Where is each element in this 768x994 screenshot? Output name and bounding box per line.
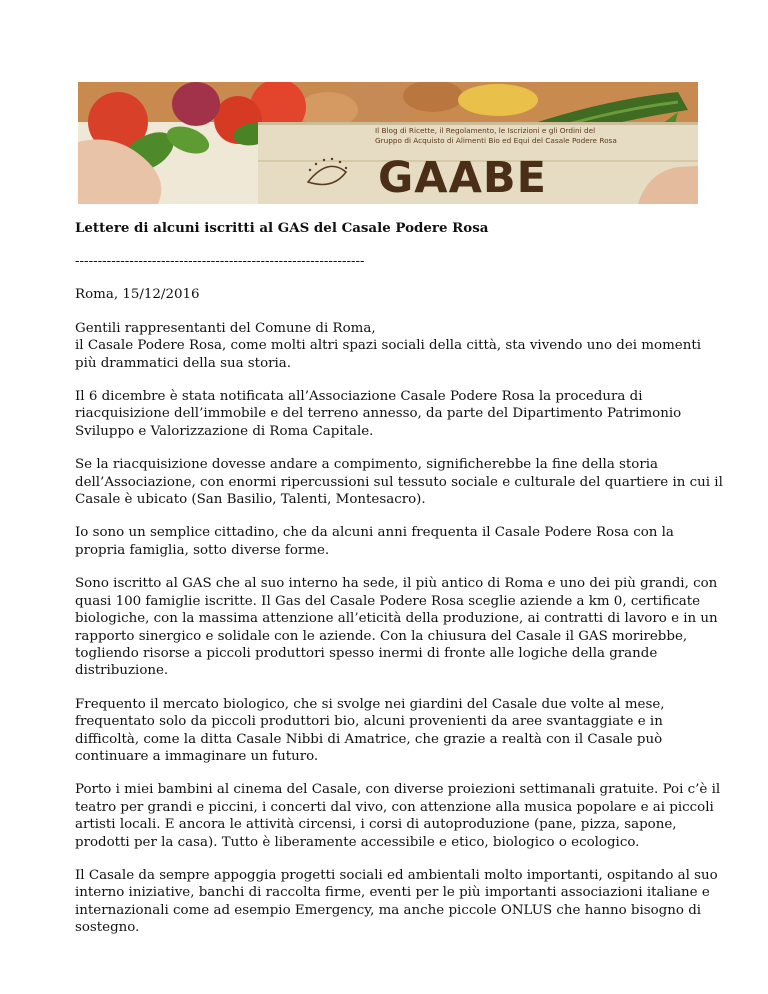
letter-paragraph [75,524,697,559]
paragraph-line: togliendo risorse a piccoli produttori spesso inermi di fronte alle logiche della grande [75,645,658,661]
banner-tagline-line-2: Gruppo di Acquisto di Alimenti Bio ed Equi del Casale Podere Rosa [375,136,617,145]
paragraph-line: continuare a immaginare un futuro. [75,748,319,764]
letter-paragraph [75,696,697,766]
paragraph-line: sostegno. [75,920,140,936]
paragraph-line: distribuzione. [75,663,169,679]
paragraph-line: Gentili rappresentanti del Comune di Roma, [75,320,376,336]
paragraph-line: dell’Associazione, con enormi ripercussioni sul tessuto sociale e culturale del quartiere in cui il [75,474,723,490]
paragraph-line: Frequento il mercato biologico, che si svolge nei giardini del Casale due volte al mese, [75,696,665,712]
gaabe-banner-image [78,82,698,204]
paragraph-line: interno iniziative, banchi di raccolta firme, eventi per le più importanti associazioni italiane e [75,885,710,901]
paragraph-line: quasi 100 famiglie iscritte. Il Gas del Casale Podere Rosa sceglie aziende a km 0, certificate [75,593,701,609]
paragraph-line: internazionali come ad esempio Emergency, ma anche piccole ONLUS che hanno bisogno di [75,902,702,918]
banner-tagline [375,126,675,146]
letter-content [75,220,723,937]
paragraph-line: rapporto sinergico e solidale con le aziende. Con la chiusura del Casale il GAS morirebbe, [75,628,688,644]
gaabe-logo-text: GAABE [378,153,548,203]
letter-paragraph [75,867,718,937]
paragraph-line: Casale è ubicato (San Basilio, Talenti, Montesacro). [75,492,426,508]
paragraph-line: prodotti per la casa). Tutto è liberamente accessibile e etico, biologico o ecologico. [75,834,640,850]
paragraph-line: artisti locali. E ancora le attività circensi, i corsi di autoproduzione (pane, pizza, sapone, [75,817,677,833]
letter-paragraph [75,388,697,440]
paragraph-line: biologiche, con la massima attenzione all’eticità della produzione, ai contratti di lavoro e in un [75,611,718,627]
letter-paragraph [75,781,721,851]
document-title: Lettere di alcuni iscritti al GAS del Casale Podere Rosa [75,220,489,236]
letter-paragraph [75,456,723,508]
paragraph-line: teatro per grandi e piccini, i concerti dal vivo, con attenzione alla musica popolare e ai piccoli [75,799,714,815]
separator-line: ---------------------------------------------------------------- [75,254,365,269]
paragraph-line: Porto i miei bambini al cinema del Casale, con diverse proiezioni settimanali gratuite. Poi c’è il [75,782,721,798]
paragraph-line: il Casale Podere Rosa, come molti altri spazi sociali della città, sta vivendo uno dei momenti [75,338,701,354]
letter-paragraph [75,575,718,679]
paragraph-line: Il Casale da sempre appoggia progetti sociali ed ambientali molto importanti, ospitando al suo [75,867,718,883]
paragraph-line: più drammatici della sua storia. [75,355,292,371]
paragraph-line: difficoltà, come la ditta Casale Nibbi di Amatrice, che grazie a realtà con il Casale può [75,731,663,747]
letter-body [75,320,723,937]
paragraph-line: propria famiglia, sotto diverse forme. [75,542,330,558]
paragraph-line: Sono iscritto al GAS che al suo interno ha sede, il più antico di Roma e uno dei più grandi, con [75,576,718,592]
paragraph-line: Il 6 dicembre è stata notificata all’Associazione Casale Podere Rosa la procedura di [75,389,643,405]
paragraph-line: Sviluppo e Valorizzazione di Roma Capitale. [75,423,374,439]
letter-paragraph [75,320,701,372]
paragraph-line: Se la riacquisizione dovesse andare a compimento, significherebbe la fine della storia [75,457,659,473]
banner-tagline-line-1: Il Blog di Ricette, il Regolamento, le Iscrizioni e gli Ordini del [375,126,596,135]
paragraph-line: Io sono un semplice cittadino, che da alcuni anni frequenta il Casale Podere Rosa con la [75,525,674,541]
letter-date: Roma, 15/12/2016 [75,287,200,303]
paragraph-line: frequentato solo da piccoli produttori bio, alcuni provenienti da aree svantaggiate e in [75,714,663,730]
paragraph-line: riacquisizione dell’immobile e del terreno annesso, da parte del Dipartimento Patrimonio [75,406,682,422]
